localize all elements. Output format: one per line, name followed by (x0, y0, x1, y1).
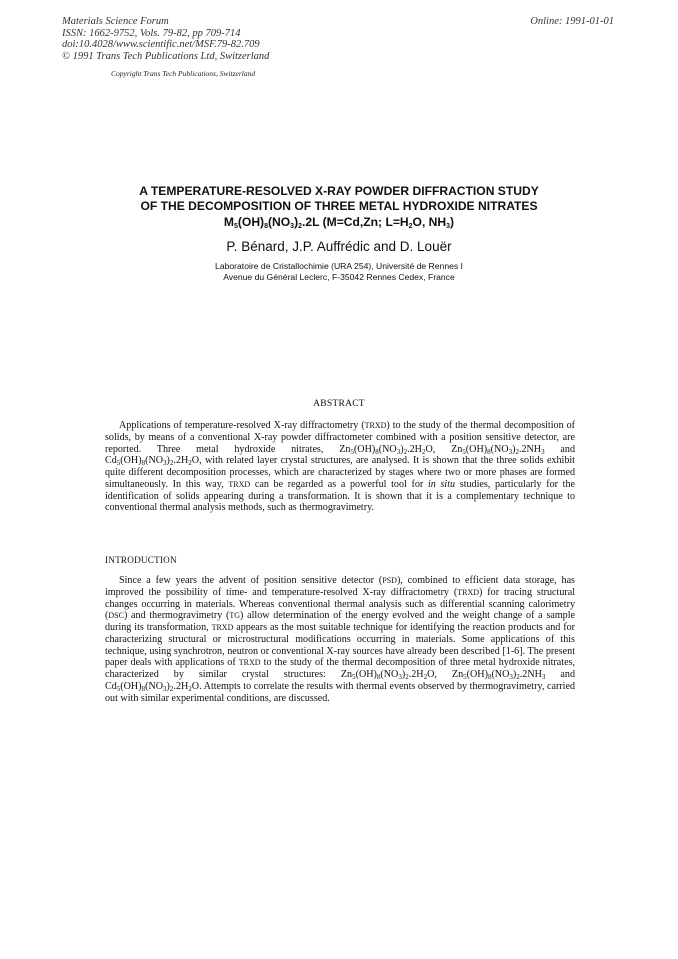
abstract-seg-1: Applications of temperature-resolved X-ray diffractometry ( (119, 420, 365, 431)
abbr-dsc: DSC (108, 611, 124, 621)
affiliation (90, 261, 588, 283)
abstract-heading: ABSTRACT (313, 398, 365, 409)
title-formula-end: ) (450, 214, 455, 229)
intro-seg-8: . Attempts to correlate the results with thermal events observed by thermogravimetry, carried out with similar experimental conditions, are discussed. (105, 680, 575, 704)
abbr-trxd: TRXD (364, 421, 387, 430)
abbr-trxd: TRXD (228, 479, 251, 489)
intro-seg-3: ) for tracing structural changes occurring in materials. Whereas conventional thermal analysis such as differential scanning calorimetry ( (105, 586, 576, 622)
journal-header (62, 16, 269, 62)
abstract-text: Applications of temperature-resolved X-ray diffractometry (TRXD) to the study of the thermal decomposition of solids, by means of a conventional X-ray powder diffractometer combined with a position sensitive detector, are reported. Three metal hydroxide nitrates, $Zn_5(OH)_8(NO_3)_2.2H_2O$, $Zn_5(OH)_8(NO_3)_2.2NH_3$ and $Cd_5(OH)_8(NO_3)_2.2H_2O$, with related layer crystal structures, are analysed. It is shown that the three solids exhibit quite different decomposition processes, which are characterized by stages where two or more phases are formed simultaneously. In this way, TRXD can be regarded as a powerful tool for in situ studies, particularly for the identification of solids appearing during a transformation. It is shown that it is a complementary technique to conventional thermal analysis methods, such as thermogravimetry. (105, 420, 576, 514)
affiliation-line-1: Laboratoire de Cristallochimie (URA 254), Université de Rennes I (215, 261, 463, 271)
in-situ-term: in situ (427, 478, 456, 490)
introduction-text: Since a few years the advent of position sensitive detector (PSD), combined to efficient data storage, has improved the possibility of time- and temperature-resolved X-ray diffractometry (TRXD) for tracing structural changes occurring in materials. Whereas conventional thermal analysis such as differential scanning calorimetry (DSC) and thermogravimetry (TG) allow determination of the energy evolved and the weight change of a sample during its transformation, TRXD appears as the most suitable technique for identifying the reaction products and for characterizing structural or microstructural modifications occurring in materials. Some applications of this technique, using synchrotron, neutron or conventional X-ray sources have already been described [1-6]. The present paper deals with applications of TRXD to the study of the thermal decomposition of three metal hydroxide nitrates, characterized by similar crystal structures: $Zn_5(OH)_8(NO_3)_2.2H_2O$, $Zn_5(OH)_8(NO_3)_2.2NH_3$ and $Cd_5(OH)_8(NO_3)_2.2H_2O$. Attempts to correlate the results with thermal events observed by thermogravimetry, carried out with similar experimental conditions, are discussed. (105, 575, 576, 704)
abbr-trxd: TRXD (211, 623, 234, 632)
title-formula-line: $M_5(OH)_8(NO_3)_2.2L$ (M=Cd,Zn; $L=H_2O$, $NH_3$) (223, 214, 455, 230)
intro-seg-5: ) allow determination of the energy evolved and the weight change of a sample during its transformation, (105, 610, 575, 633)
abstract-seg-4: can be regarded as a powerful tool for (250, 478, 428, 490)
abbr-trxd: TRXD (457, 587, 480, 597)
paper-title (90, 184, 588, 230)
intro-seg-1: Since a few years the advent of position sensitive detector ( (119, 575, 383, 586)
abstract-seg-3: , with related layer crystal structures, are analysed. It is shown that the three solids exhibit quite different decomposition processes, which are characterized by stages where two or more phases are formed simultaneously. In this way, (105, 455, 575, 490)
abbr-psd: PSD (382, 576, 397, 585)
journal-name: Materials Science Forum (62, 16, 169, 27)
abstract-seg-5: studies, particularly for the identification of solids appearing during a transformation. It is shown that it is a complementary technique to conventional thermal analysis methods, such as thermogravimetry. (105, 478, 575, 514)
doi-line[interactable]: doi:10.4028/www.scientific.net/MSF.79-82.709 (62, 39, 260, 51)
abbr-tg: TG (229, 611, 241, 621)
title-formula-tail: .2L (M=Cd,Zn; L=H (302, 214, 409, 229)
intro-seg-7: to the study of the thermal decomposition of three metal hydroxide nitrates, characterized by similar crystal structures: (105, 657, 576, 680)
intro-seg-4: ) and thermogravimetry ( (123, 610, 230, 622)
title-line-1: A TEMPERATURE-RESOLVED X-RAY POWDER DIFFRACTION STUDY (139, 184, 539, 198)
author-list: P. Bénard, J.P. Auffrédic and D. Louër (226, 239, 452, 254)
title-line-2: OF THE DECOMPOSITION OF THREE METAL HYDROXIDE NITRATES (140, 199, 538, 214)
abbr-trxd: TRXD (238, 658, 261, 668)
copyright-notice: Copyright Trans Tech Publications, Switzerland (111, 69, 256, 78)
abstract-seg-2: ) to the study of the thermal decomposition of solids, by means of a conventional X-ray powder diffractometer combined with a position sensitive detector, are reported. Three metal hydroxide nitrates, (105, 420, 576, 455)
introduction-heading: INTRODUCTION (105, 555, 177, 565)
title-formula-tail-2: O, NH (412, 214, 447, 229)
affiliation-line-2: Avenue du Général Leclerc, F-35042 Rennes Cedex, France (223, 272, 455, 282)
intro-seg-6: appears as the most suitable technique for identifying the reaction products and for characterizing structural or microstructural modifications occurring in materials. Some applications of this technique, using synchrotron, neutron or conventional X-ray sources have already been described [1-6]. The present paper deals with applications of (105, 622, 575, 669)
online-date: Online: 1991-01-01 (530, 16, 614, 27)
intro-seg-2: ), combined to efficient data storage, has improved the possibility of time- and temperature-resolved X-ray diffractometry ( (105, 575, 575, 598)
publisher-line: © 1991 Trans Tech Publications Ltd, Switzerland (62, 50, 270, 62)
issn-line: ISSN: 1662-9752, Vols. 79-82, pp 709-714 (62, 27, 241, 39)
